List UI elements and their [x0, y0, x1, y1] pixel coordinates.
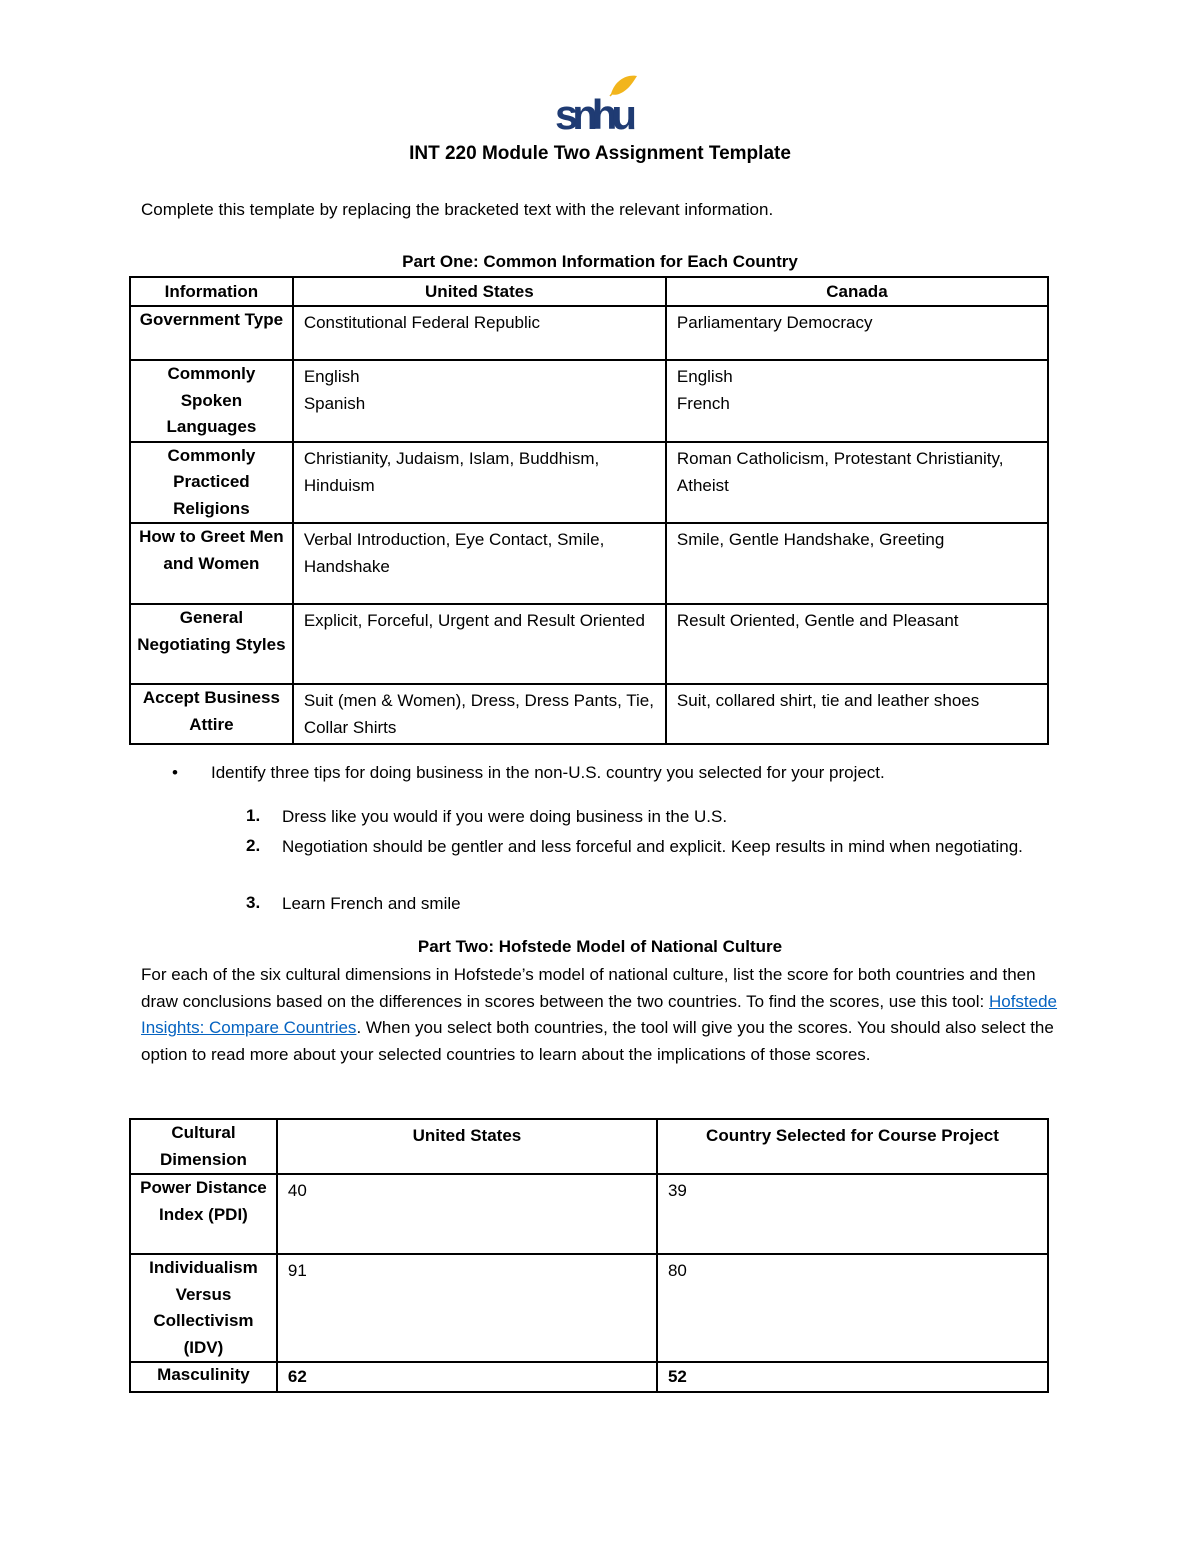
cell-line: Verbal Introduction, Eye Contact, Smile, Handshake — [303, 530, 605, 576]
table-row — [130, 442, 1048, 524]
hofstede-table — [129, 1118, 1049, 1393]
table-row — [130, 604, 1048, 684]
cell-line: Result Oriented, Gentle and Pleasant — [676, 611, 959, 630]
us-cell — [293, 306, 666, 360]
tip-text: Dress like you would if you were doing business in the U.S. — [282, 807, 728, 826]
row-label: Commonly Spoken Languages — [130, 360, 293, 442]
canada-cell — [666, 360, 1048, 442]
table-row — [130, 1254, 1048, 1362]
table-row — [130, 306, 1048, 360]
table-row — [130, 523, 1048, 604]
canada-cell — [666, 604, 1048, 684]
us-score: 91 — [277, 1254, 657, 1362]
header-cell: Information — [130, 277, 293, 306]
cell-line: Constitutional Federal Republic — [303, 313, 541, 332]
us-cell — [293, 523, 666, 604]
us-score: 40 — [277, 1174, 657, 1254]
svg-text:snhu: snhu — [555, 91, 635, 134]
part-one-heading: Part One: Common Information for Each Country — [402, 252, 798, 271]
cell-line: Suit (men & Women), Dress, Dress Pants, Tie, Collar Shirts — [303, 691, 654, 737]
selected-country-score: 80 — [657, 1254, 1048, 1362]
tip-number: 2. — [246, 836, 261, 855]
canada-cell — [666, 523, 1048, 604]
us-cell — [293, 684, 666, 744]
cell-line: Parliamentary Democracy — [676, 313, 873, 332]
dimension-label: Masculinity — [130, 1362, 277, 1392]
table-header-row — [130, 1119, 1048, 1174]
tip-text: Learn French and smile — [282, 894, 461, 913]
instructions-text: . When you select both countries, the tool will give you the scores. You should also select the option to read more about your selected countries to learn about the implications of those scores. — [141, 1018, 1054, 1064]
row-label: How to Greet Men and Women — [130, 523, 293, 604]
cell-line: Suit, collared shirt, tie and leather shoes — [676, 691, 980, 710]
cell-line: Spanish — [303, 394, 366, 413]
cell-line: English — [676, 367, 733, 386]
row-label: Accept Business Attire — [130, 684, 293, 744]
table-row — [130, 1174, 1048, 1254]
intro-text: Complete this template by replacing the bracketed text with the relevant information. — [141, 200, 774, 219]
dimension-label: Individualism Versus Collectivism (IDV) — [130, 1254, 277, 1362]
us-score: 62 — [277, 1362, 657, 1392]
us-cell — [293, 442, 666, 524]
cell-line: French — [676, 394, 730, 413]
document-title: INT 220 Module Two Assignment Template — [409, 143, 791, 164]
cell-line: Explicit, Forceful, Urgent and Result Oriented — [303, 611, 645, 630]
bullet-icon: • — [172, 763, 178, 782]
instructions-text: For each of the six cultural dimensions in Hofstede’s model of national culture, list the score for both countries and then draw conclusions based on the differences in scores between the two countries. To find the scores, use this tool: — [141, 965, 1036, 1011]
selected-country-score: 52 — [657, 1362, 1048, 1392]
tip-number: 1. — [246, 806, 261, 825]
dimension-label: Power Distance Index (PDI) — [130, 1174, 277, 1254]
cell-line: Roman Catholicism, Protestant Christianity, Atheist — [676, 448, 1004, 495]
table-header-row — [130, 277, 1048, 306]
canada-cell — [666, 684, 1048, 744]
part-two-instructions — [141, 962, 1066, 1068]
bullet-text: Identify three tips for doing business in the non-U.S. country you selected for your project. — [211, 763, 885, 782]
header-cell: Canada — [666, 277, 1048, 306]
snhu-logo — [553, 72, 643, 134]
country-info-table — [129, 276, 1049, 745]
header-cell: United States — [277, 1119, 657, 1174]
canada-cell — [666, 442, 1048, 524]
cell-line: Christianity, Judaism, Islam, Buddhism, Hinduism — [303, 448, 600, 495]
canada-cell — [666, 306, 1048, 360]
header-cell: Country Selected for Course Project — [657, 1119, 1048, 1174]
us-cell — [293, 360, 666, 442]
us-cell — [293, 604, 666, 684]
header-cell: Cultural Dimension — [130, 1119, 277, 1174]
part-two-heading: Part Two: Hofstede Model of National Culture — [417, 937, 783, 956]
row-label: Commonly Practiced Religions — [130, 442, 293, 524]
table-row — [130, 360, 1048, 442]
header-cell: United States — [293, 277, 666, 306]
table-row — [130, 684, 1048, 744]
tip-number: 3. — [246, 893, 261, 912]
table-row — [130, 1362, 1048, 1392]
row-label: General Negotiating Styles — [130, 604, 293, 684]
cell-line: Smile, Gentle Handshake, Greeting — [676, 530, 945, 549]
tip-text: Negotiation should be gentler and less forceful and explicit. Keep results in mind when negotiating. — [282, 837, 1023, 856]
cell-line: English — [303, 367, 360, 386]
row-label: Government Type — [130, 306, 293, 360]
selected-country-score: 39 — [657, 1174, 1048, 1254]
hofstede-link[interactable]: Hofstede Insights: Compare Countries — [141, 991, 1058, 1038]
